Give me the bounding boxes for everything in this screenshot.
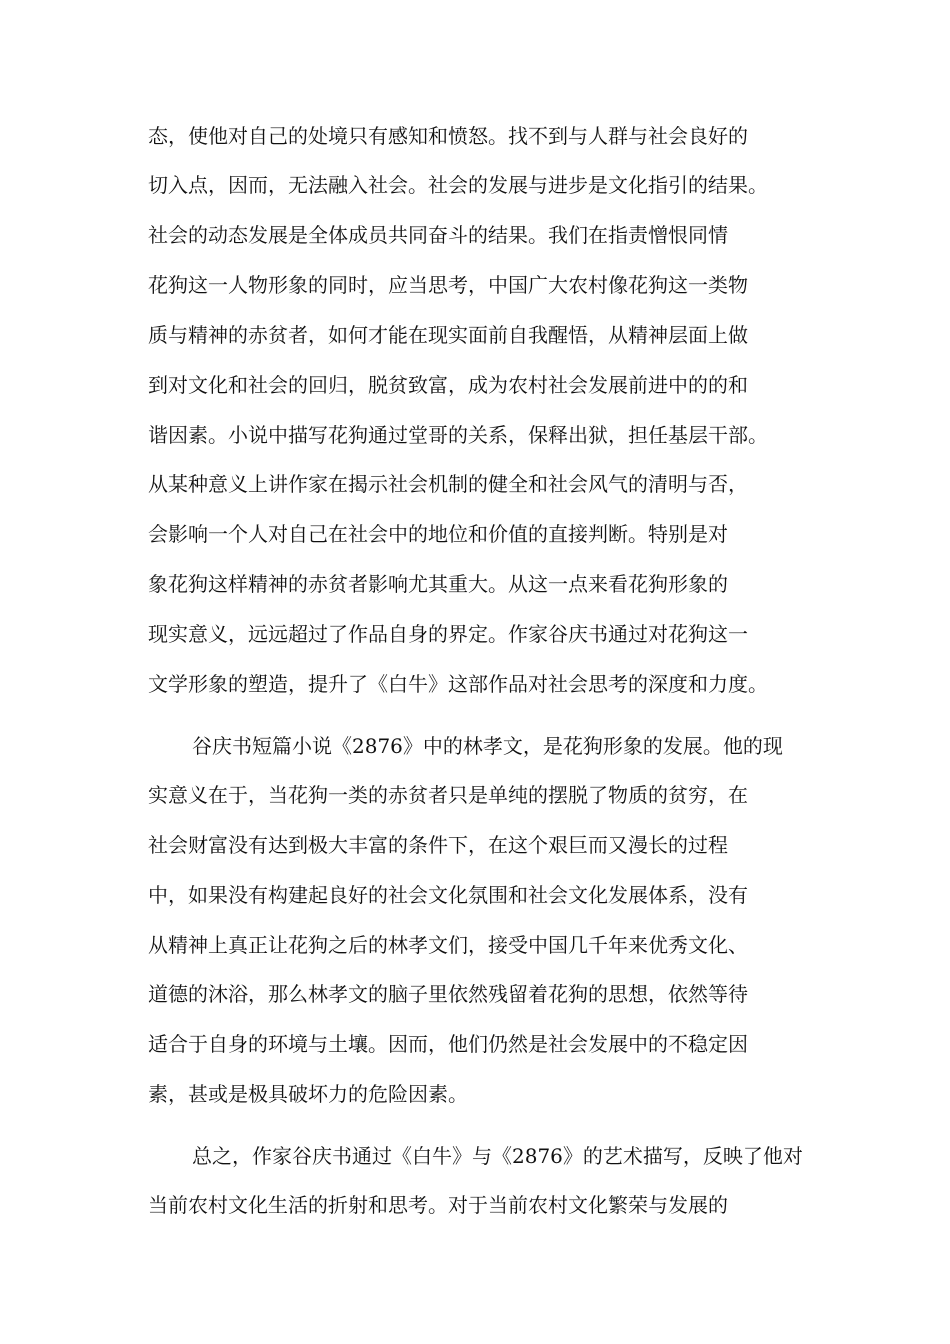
text-line: 从某种意义上讲作家在揭示社会机制的健全和社会风气的清明与否， — [148, 472, 748, 496]
text-line: 道德的沐浴，那么林孝文的脑子里依然残留着花狗的思想，依然等待 — [148, 982, 748, 1006]
text-line: 当前农村文化生活的折射和思考。对于当前农村文化繁荣与发展的 — [148, 1193, 728, 1217]
text-line: 社会的动态发展是全体成员共同奋斗的结果。我们在指责憎恨同情 — [148, 223, 728, 247]
text-line: 态，使他对自己的处境只有感知和愤怒。找不到与人群与社会良好的 — [148, 124, 748, 148]
text-line: 素，甚或是极具破坏力的危险因素。 — [148, 1082, 468, 1106]
text-line: 实意义在于，当花狗一类的赤贫者只是单纯的摆脱了物质的贫穷，在 — [148, 783, 748, 807]
text-line: 到对文化和社会的回归，脱贫致富，成为农村社会发展前进中的的和 — [148, 373, 748, 397]
text-line: 谐因素。小说中描写花狗通过堂哥的关系，保释出狱，担任基层干部。 — [148, 423, 768, 447]
text-line: 切入点，因而，无法融入社会。社会的发展与进步是文化指引的结果。 — [148, 173, 768, 197]
text-line: 现实意义，远远超过了作品自身的界定。作家谷庆书通过对花狗这一 — [148, 622, 748, 646]
text-line: 会影响一个人对自己在社会中的地位和价值的直接判断。特别是对 — [148, 522, 728, 546]
text-line: 中，如果没有构建起良好的社会文化氛围和社会文化发展体系，没有 — [148, 883, 748, 907]
text-line: 文学形象的塑造，提升了《白牛》这部作品对社会思考的深度和力度。 — [148, 672, 768, 696]
text-line: 花狗这一人物形象的同时，应当思考，中国广大农村像花狗这一类物 — [148, 273, 748, 297]
text-line: 质与精神的赤贫者，如何才能在现实面前自我醒悟，从精神层面上做 — [148, 323, 748, 347]
text-line: 象花狗这样精神的赤贫者影响尤其重大。从这一点来看花狗形象的 — [148, 572, 728, 596]
text-line: 适合于自身的环境与土壤。因而，他们仍然是社会发展中的不稳定因 — [148, 1032, 748, 1056]
paragraph-start-line: 谷庆书短篇小说《2876》中的林孝文，是花狗形象的发展。他的现 — [192, 734, 783, 758]
text-line: 从精神上真正让花狗之后的林孝文们，接受中国几千年来优秀文化、 — [148, 933, 748, 957]
text-line: 社会财富没有达到极大丰富的条件下，在这个艰巨而又漫长的过程 — [148, 833, 728, 857]
paragraph-start-line: 总之，作家谷庆书通过《白牛》与《2876》的艺术描写，反映了他对 — [192, 1144, 803, 1168]
